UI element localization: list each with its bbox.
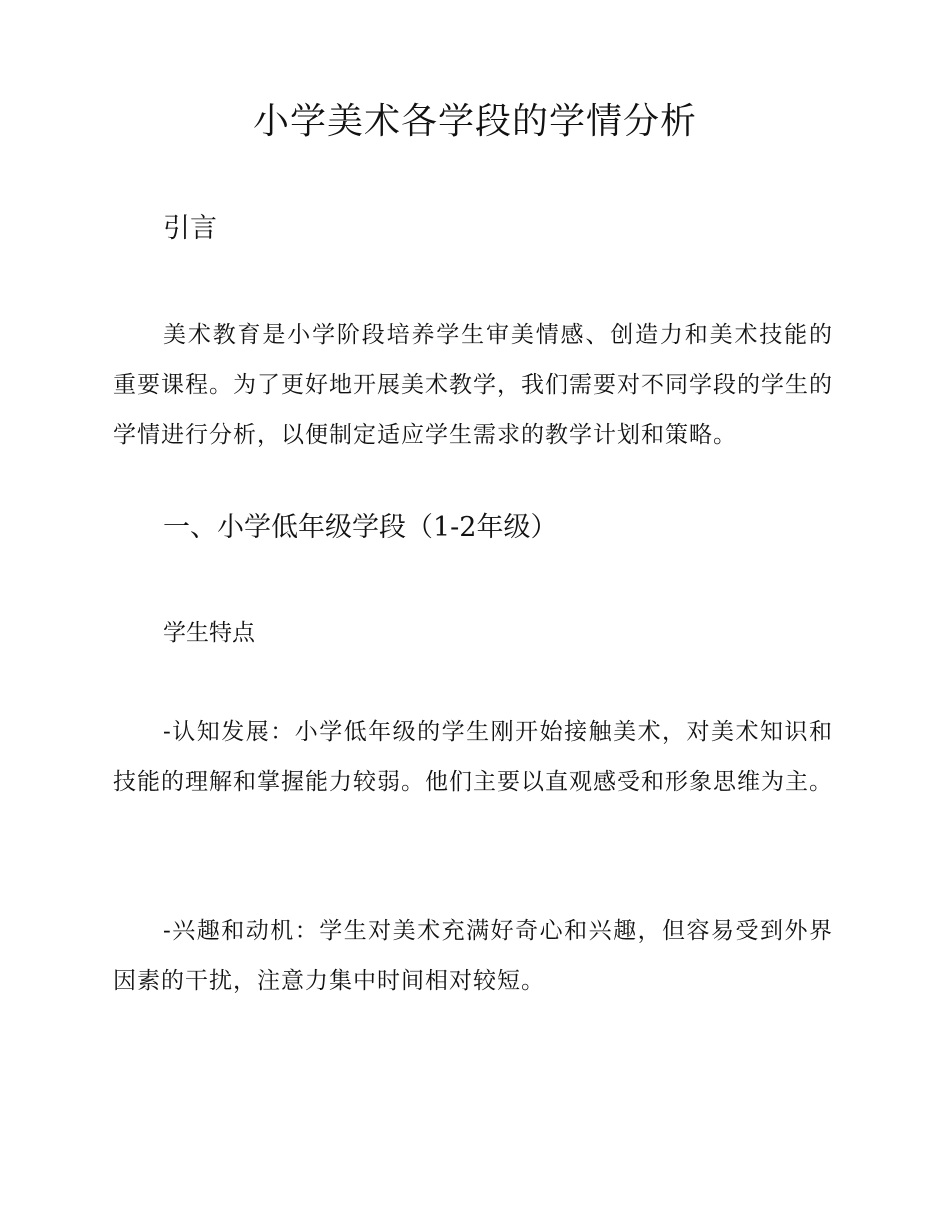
- section1-point-interest: -兴趣和动机：学生对美术充满好奇心和兴趣，但容易受到外界因素的干扰，注意力集中时间相对较短。: [113, 918, 833, 994]
- section1-heading: 一、小学低年级学段（1-2年级）: [163, 512, 558, 543]
- section1-point-cognitive: -认知发展：小学低年级的学生刚开始接触美术，对美术知识和技能的理解和掌握能力较弱。他们主要以直观感受和形象思维为主。: [113, 719, 833, 795]
- intro-heading: 引言: [163, 213, 217, 244]
- document-title: 小学美术各学段的学情分析: [252, 101, 697, 142]
- section1-subheading: 学生特点: [163, 620, 255, 646]
- intro-paragraph: 美术教育是小学阶段培养学生审美情感、创造力和美术技能的重要课程。为了更好地开展美术教学，我们需要对不同学段的学生的学情进行分析，以便制定适应学生需求的教学计划和策略。: [113, 322, 833, 448]
